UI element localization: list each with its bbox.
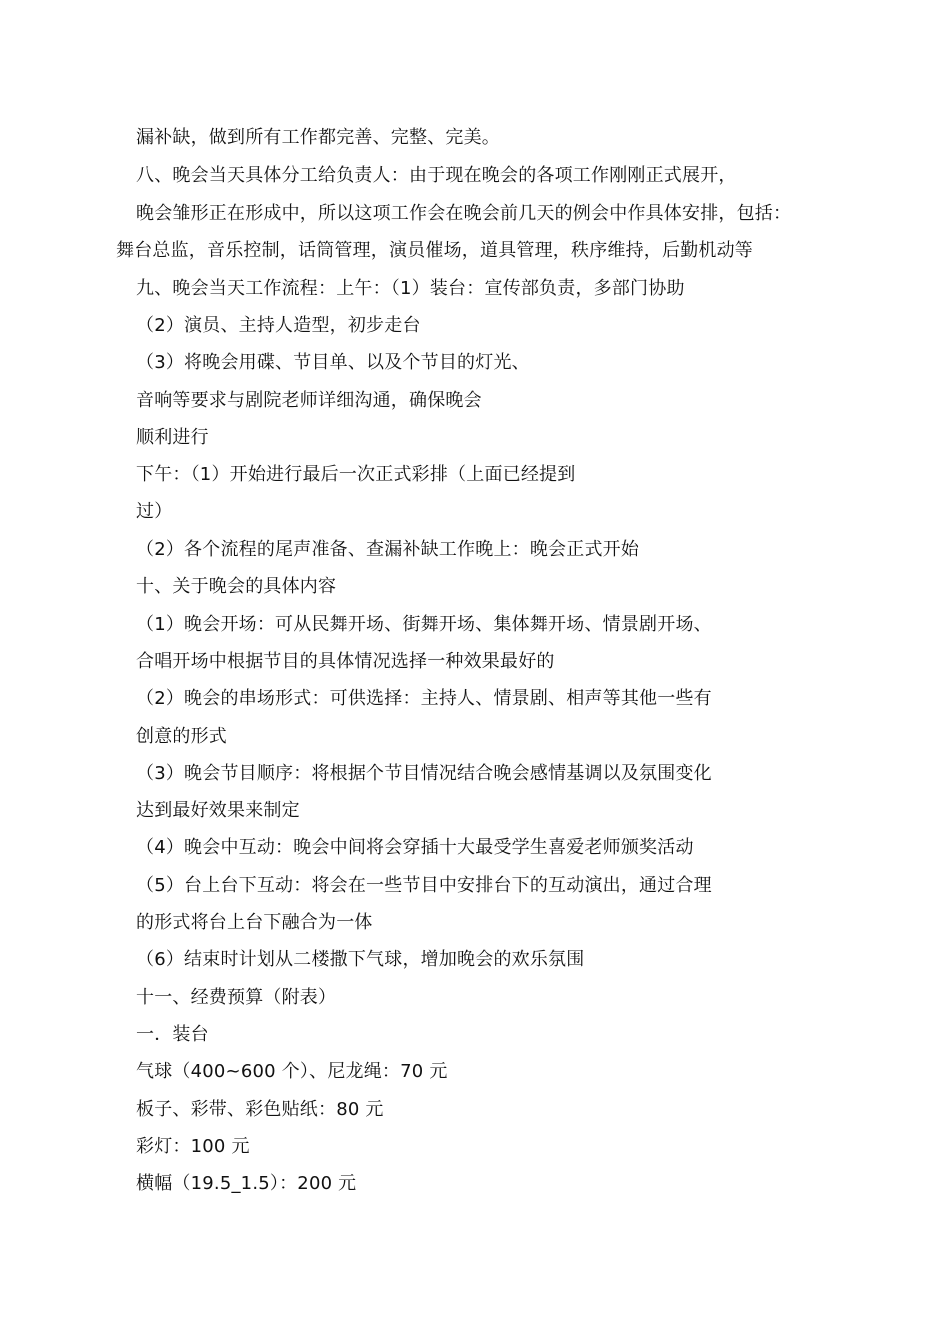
- text-line: （2）晚会的串场形式：可供选择：主持人、情景剧、相声等其他一些有: [136, 688, 712, 709]
- budget-item: 气球（400~600 个）、尼龙绳：70 元: [136, 1061, 448, 1082]
- text-line: 顺利进行: [136, 427, 209, 448]
- subsection-heading: 一．装台: [136, 1024, 209, 1045]
- budget-item: 横幅（19.5_1.5）：200 元: [136, 1173, 357, 1194]
- text-line: 合唱开场中根据节目的具体情况选择一种效果最好的: [136, 651, 555, 672]
- text-line: （4）晚会中互动：晚会中间将会穿插十大最受学生喜爱老师颁奖活动: [136, 837, 694, 858]
- section-heading: 十一、经费预算（附表）: [136, 987, 337, 1008]
- text-line: 达到最好效果来制定: [136, 800, 300, 821]
- text-line: 的形式将台上台下融合为一体: [136, 912, 373, 933]
- section-heading: 九、晚会当天工作流程：上午：（1）装台：宣传部负责，多部门协助: [136, 278, 685, 299]
- text-line: （3）将晚会用碟、节目单、以及个节目的灯光、: [136, 352, 530, 373]
- text-line: 下午：（1）开始进行最后一次正式彩排（上面已经提到: [136, 464, 576, 485]
- text-line: （1）晚会开场：可从民舞开场、街舞开场、集体舞开场、情景剧开场、: [136, 614, 712, 635]
- section-heading: 十、关于晚会的具体内容: [136, 576, 337, 597]
- text-line: 舞台总监，音乐控制，话筒管理，演员催场，道具管理，秩序维持，后勤机动等: [116, 240, 753, 261]
- text-line: 音响等要求与剧院老师详细沟通，确保晚会: [136, 390, 482, 411]
- text-line: （6）结束时计划从二楼撒下气球，增加晚会的欢乐氛围: [136, 949, 585, 970]
- text-line: （5）台上台下互动：将会在一些节目中安排台下的互动演出，通过合理: [136, 875, 712, 896]
- text-line: （2）演员、主持人造型，初步走台: [136, 315, 421, 336]
- text-line: 创意的形式: [136, 726, 227, 747]
- text-line: （3）晚会节目顺序：将根据个节目情况结合晚会感情基调以及氛围变化: [136, 763, 712, 784]
- budget-item: 板子、彩带、彩色贴纸：80 元: [136, 1099, 384, 1120]
- text-line: 晚会雏形正在形成中，所以这项工作会在晚会前几天的例会中作具体安排，包括：: [136, 203, 792, 224]
- section-heading: 八、晚会当天具体分工给负责人：由于现在晚会的各项工作刚刚正式展开，: [136, 165, 737, 186]
- budget-item: 彩灯：100 元: [136, 1136, 250, 1157]
- text-line: （2）各个流程的尾声准备、查漏补缺工作晚上：晚会正式开始: [136, 539, 640, 560]
- text-line: 过）: [136, 501, 173, 522]
- text-line: 漏补缺，做到所有工作都完善、完整、完美。: [136, 127, 500, 148]
